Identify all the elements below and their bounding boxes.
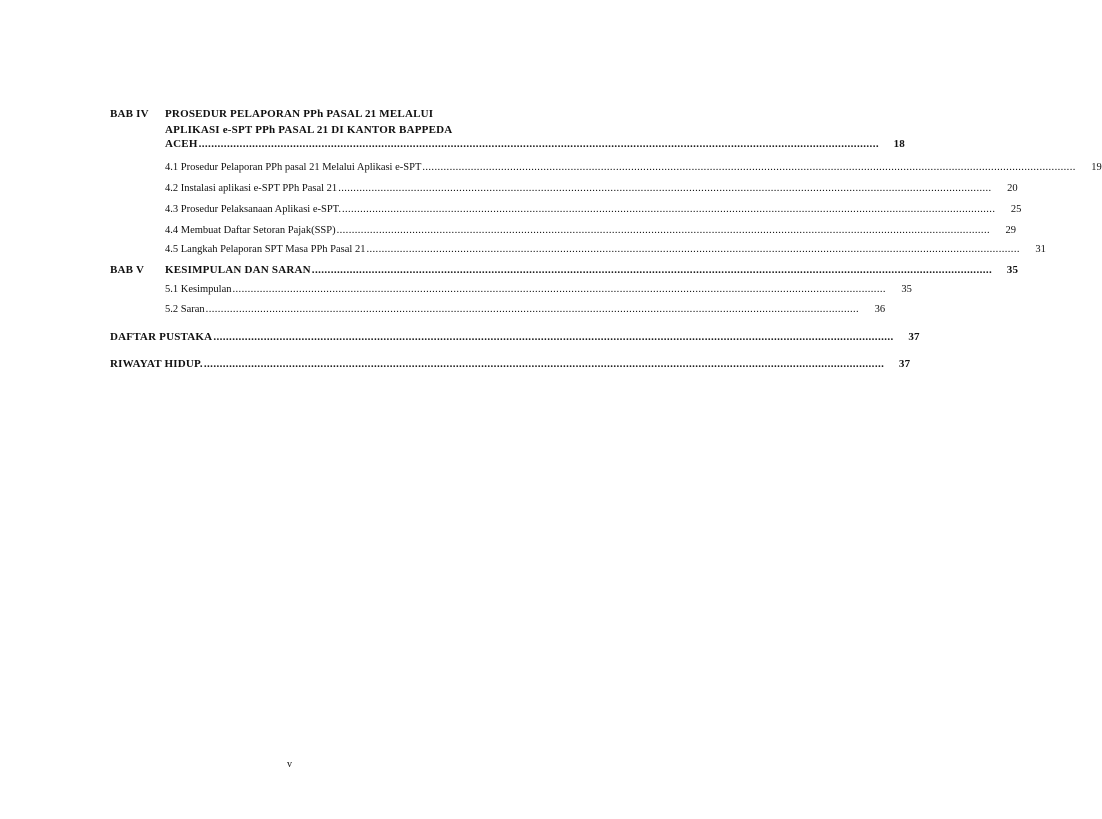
entry-label: 4.1 Prosedur Pelaporan PPh pasal 21 Melalui Aplikasi e-SPT <box>165 162 422 173</box>
entry-label: 5.2 Saran <box>165 304 205 315</box>
toc-row-5-1 <box>165 284 912 295</box>
toc-row-4-1 <box>165 162 1102 173</box>
toc-row-4-3 <box>165 204 1022 215</box>
chapter-label-bab-iv: BAB IV <box>110 108 149 120</box>
toc-row-5-2 <box>165 304 886 315</box>
dot-leader: ........................................................................................................................................................................................................................ <box>198 138 879 150</box>
dot-leader: ........................................................................................................................................................................................................................ <box>336 225 991 236</box>
dot-leader: ........................................................................................................................................................................................................................ <box>213 331 894 343</box>
page-number: 20 <box>1007 183 1018 194</box>
page-number: 37 <box>898 358 911 370</box>
dot-leader: ........................................................................................................................................................................................................................ <box>338 183 992 194</box>
entry-label: 5.1 Kesimpulan <box>165 284 232 295</box>
page-number: 35 <box>901 284 912 295</box>
entry-label: DAFTAR PUSTAKA <box>110 331 213 343</box>
page-number: 19 <box>1091 162 1102 173</box>
page-number: 29 <box>1005 225 1017 236</box>
dot-leader: ........................................................................................................................................................................................................................ <box>311 264 993 276</box>
dot-leader: ........................................................................................................................................................................................................................ <box>341 204 996 215</box>
dot-leader: ........................................................................................................................................................................................................................ <box>366 244 1020 255</box>
footer-page-number: v <box>287 759 292 770</box>
page-number: 18 <box>893 138 905 150</box>
page-number: 31 <box>1035 244 1046 255</box>
chapter-title-line-2: APLIKASI e-SPT PPh PASAL 21 DI KANTOR BAPPEDA <box>165 124 453 136</box>
chapter-title-line-3: ACEH <box>165 138 198 150</box>
dot-leader: ........................................................................................................................................................................................................................ <box>232 284 886 295</box>
chapter-title: KESIMPULAN DAN SARAN <box>165 264 311 276</box>
dot-leader: ........................................................................................................................................................................................................................ <box>422 162 1076 173</box>
toc-row-4-5 <box>165 244 1046 255</box>
dot-leader: ........................................................................................................................................................................................................................ <box>203 358 885 370</box>
toc-row-4-4 <box>165 225 1017 236</box>
chapter-label-bab-v: BAB V <box>110 264 145 276</box>
toc-row-4-2 <box>165 183 1018 194</box>
toc-row-bab-iv <box>165 138 905 150</box>
page-number: 25 <box>1010 204 1022 215</box>
toc-row-bab-v <box>165 264 1019 276</box>
page-number: 35 <box>1006 264 1019 276</box>
entry-label: 4.5 Langkah Pelaporan SPT Masa PPh Pasal 21 <box>165 244 366 255</box>
entry-label: 4.3 Prosedur Pelaksanaan Aplikasi e-SPT. <box>165 204 341 215</box>
entry-label: RIWAYAT HIDUP. <box>110 358 203 370</box>
page-number: 36 <box>874 304 886 315</box>
page-number: 37 <box>908 331 920 343</box>
dot-leader: ........................................................................................................................................................................................................................ <box>205 304 860 315</box>
entry-label: 4.4 Membuat Daftar Setoran Pajak(SSP) <box>165 225 336 236</box>
chapter-title-line-1: PROSEDUR PELAPORAN PPh PASAL 21 MELALUI <box>165 108 434 120</box>
entry-label: 4.2 Instalasi aplikasi e-SPT PPh Pasal 21 <box>165 183 338 194</box>
toc-row-riwayat-hidup <box>110 358 911 370</box>
toc-row-daftar-pustaka <box>110 331 920 343</box>
